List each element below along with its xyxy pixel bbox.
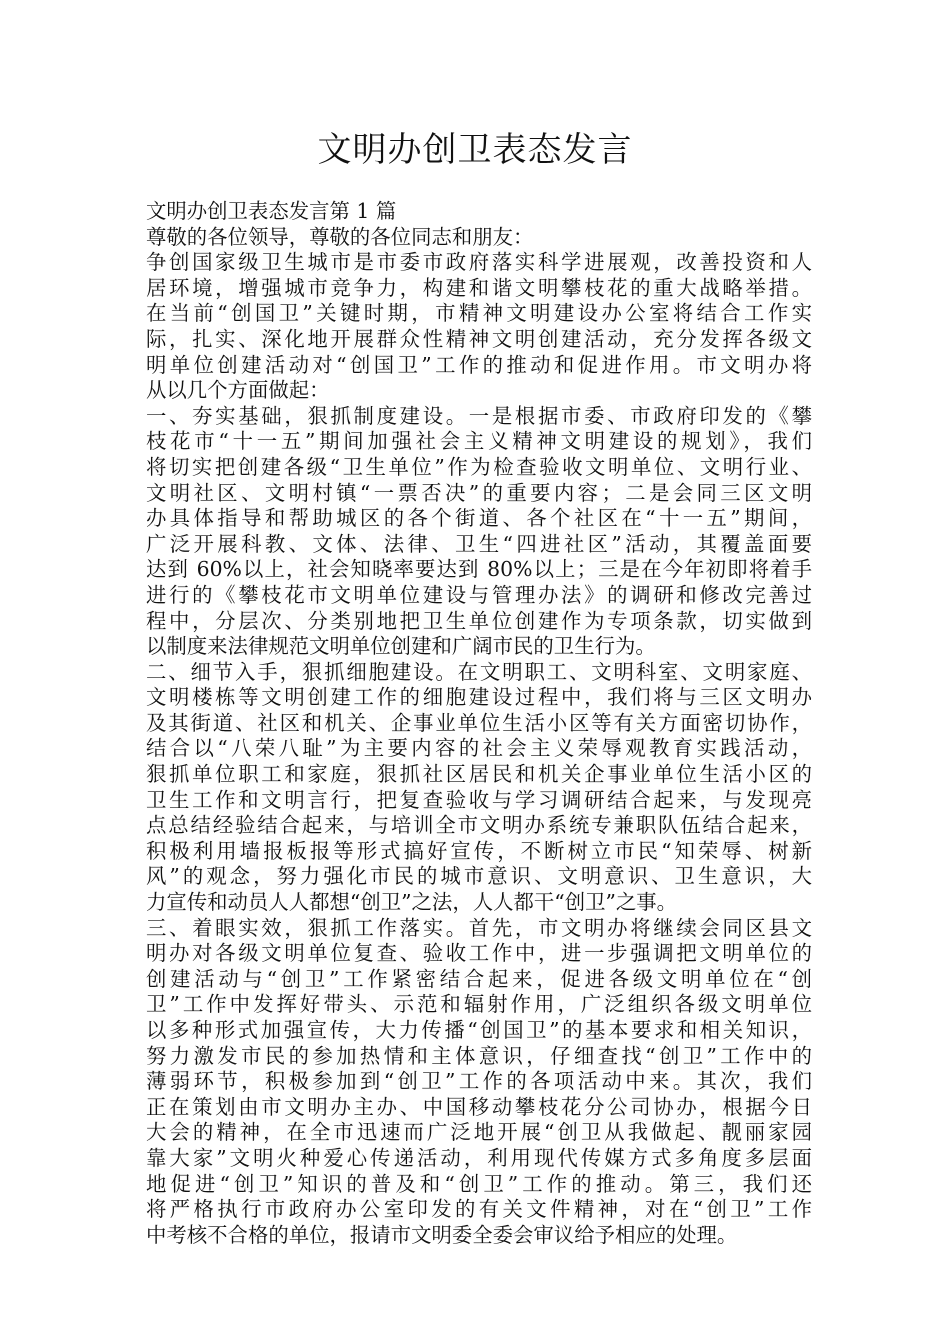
text-line: 文明社区、文明村镇“一票否决”的重要内容；二是会同三区文明 bbox=[146, 480, 812, 505]
text-line: 大会的精神，在全市迅速而广泛地开展“创卫从我做起、靓丽家园 bbox=[146, 1120, 812, 1145]
document-title: 文明办创卫表态发言 bbox=[317, 130, 633, 170]
text-line: 广泛开展科教、文体、法律、卫生“四进社区”活动，其覆盖面要 bbox=[146, 531, 812, 556]
text-line: 进行的《攀枝花市文明单位建设与管理办法》的调研和修改完善过 bbox=[146, 582, 812, 607]
text-line: 明办对各级文明单位复查、验收工作中，进一步强调把文明单位的 bbox=[146, 941, 812, 966]
text-line: 正在策划由市文明办主办、中国移动攀枝花分公司协办，根据今日 bbox=[146, 1094, 812, 1119]
text-line: 争创国家级卫生城市是市委市政府落实科学进展观，改善投资和人 bbox=[146, 250, 812, 275]
text-line: 风”的观念，努力强化市民的城市意识、文明意识、卫生意识，大 bbox=[146, 864, 812, 889]
text-line: 文明楼栋等文明创建工作的细胞建设过程中，我们将与三区文明办 bbox=[146, 685, 812, 710]
text-line: 靠大家”文明火种爱心传递活动，利用现代传媒方式多角度多层面 bbox=[146, 1145, 812, 1170]
text-line: 卫”工作中发挥好带头、示范和辐射作用，广泛组织各级文明单位 bbox=[146, 992, 812, 1017]
text-line: 办具体指导和帮助城区的各个街道、各个社区在“十一五”期间， bbox=[146, 506, 812, 531]
text-line: 文明办创卫表态发言第 1 篇 bbox=[146, 199, 397, 223]
text-line: 努力激发市民的参加热情和主体意识，仔细查找“创卫”工作中的 bbox=[146, 1043, 812, 1068]
text-line: 程中，分层次、分类别地把卫生单位创建作为专项条款，切实做到 bbox=[146, 608, 812, 633]
text-line: 地促进“创卫”知识的普及和“创卫”工作的推动。第三，我们还 bbox=[146, 1171, 812, 1196]
text-line: 以制度来法律规范文明单位创建和广阔市民的卫生行为。 bbox=[146, 634, 656, 659]
text-line: 积极利用墙报板报等形式搞好宣传，不断树立市民“知荣辱、树新 bbox=[146, 838, 812, 863]
text-line: 明单位创建活动对“创国卫”工作的推动和促进作用。市文明办将 bbox=[146, 352, 812, 377]
text-line: 在当前“创国卫”关键时期，市精神文明建设办公室将结合工作实 bbox=[146, 301, 812, 326]
text-line: 点总结经验结合起来，与培训全市文明办系统专兼职队伍结合起来， bbox=[146, 813, 812, 838]
text-line: 创建活动与“创卫”工作紧密结合起来，促进各级文明单位在“创 bbox=[146, 966, 812, 991]
text-line: 将严格执行市政府办公室印发的有关文件精神，对在“创卫”工作 bbox=[146, 1197, 812, 1222]
text-line: 以多种形式加强宣传，大力传播“创国卫”的基本要求和相关知识， bbox=[146, 1018, 812, 1042]
text-line: 中考核不合格的单位，报请市文明委全委会审议给予相应的处理。 bbox=[146, 1222, 738, 1247]
text-line: 达到 60%以上，社会知晓率要达到 80%以上；三是在今年初即将着手 bbox=[146, 557, 812, 582]
text-line: 卫生工作和文明言行，把复查验收与学习调研结合起来，与发现亮 bbox=[146, 787, 812, 812]
text-line: 际，扎实、深化地开展群众性精神文明创建活动，充分发挥各级文 bbox=[146, 326, 812, 351]
text-line: 枝花市“十一五”期间加强社会主义精神文明建设的规划》，我们 bbox=[146, 429, 812, 454]
text-line: 狠抓单位职工和家庭，狠抓社区居民和机关企事业单位生活小区的 bbox=[146, 762, 812, 787]
text-line: 薄弱环节，积极参加到“创卫”工作的各项活动中来。其次，我们 bbox=[146, 1069, 812, 1094]
text-line: 三、着眼实效，狠抓工作落实。首先，市文明办将继续会同区县文 bbox=[146, 915, 812, 940]
text-line: 结合以“八荣八耻”为主要内容的社会主义荣辱观教育实践活动， bbox=[146, 736, 812, 761]
text-line: 居环境，增强城市竞争力，构建和谐文明攀枝花的重大战略举措。 bbox=[146, 275, 812, 300]
text-line: 及其街道、社区和机关、企事业单位生活小区等有关方面密切协作， bbox=[146, 710, 812, 735]
text-line: 将切实把创建各级“卫生单位”作为检查验收文明单位、文明行业、 bbox=[146, 454, 812, 479]
text-line: 力宣传和动员人人都想“创卫”之法，人人都干“创卫”之事。 bbox=[146, 890, 678, 915]
text-line: 二、细节入手，狠抓细胞建设。在文明职工、文明科室、文明家庭、 bbox=[146, 659, 812, 684]
text-line: 一、夯实基础，狠抓制度建设。一是根据市委、市政府印发的《攀 bbox=[146, 403, 812, 428]
text-line: 尊敬的各位领导，尊敬的各位同志和朋友： bbox=[146, 224, 534, 249]
text-line: 从以几个方面做起： bbox=[146, 378, 330, 403]
document-body bbox=[146, 199, 812, 1248]
